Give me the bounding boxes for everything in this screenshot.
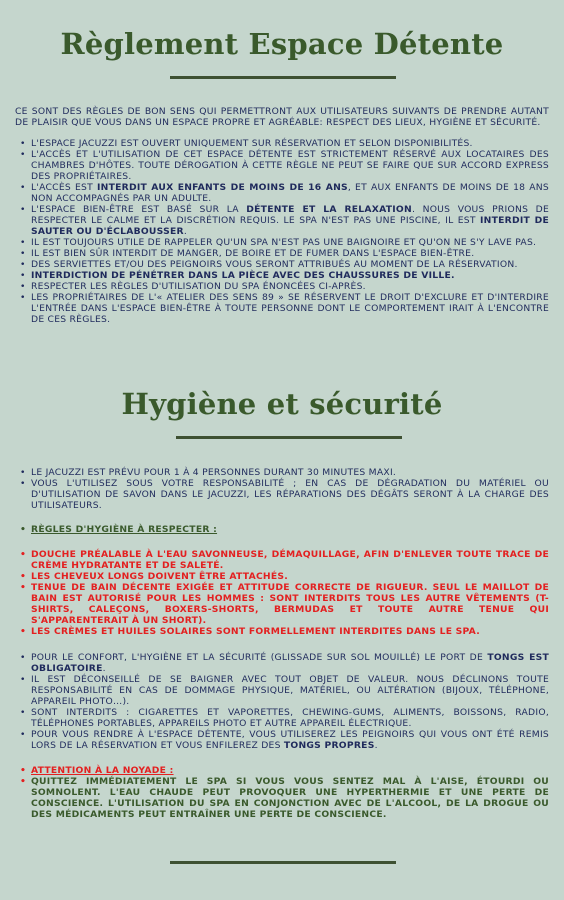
rule-item: • L'ESPACE BIEN-ÊTRE EST BASÉ SUR LA DÉTENTE ET LA RELAXATION. NOUS VOUS PRIONS DE RESPECTER LE CALME ET LA DISCRÉTION REQUIS. LE SPA N'EST PAS UNE PISCINE, IL EST INTERDIT DE SAUTER OU D'ÉCLABOUSSER. bbox=[31, 204, 549, 237]
section-underline bbox=[176, 436, 402, 439]
hygiene-red-item: • DOUCHE PRÉALABLE À L'EAU SAVONNEUSE, DÉMAQUILLAGE, AFIN D'ENLEVER TOUTE TRACE DE CRÈME HYDRATANTE ET DE SALETÉ. bbox=[31, 549, 549, 571]
title-underline bbox=[170, 76, 396, 79]
rule-item: • INTERDICTION DE PÉNÉTRER DANS LA PIÈCE AVEC DES CHAUSSURES DE VILLE. bbox=[31, 270, 549, 281]
hygiene-red-list bbox=[15, 549, 549, 637]
intro-paragraph: CE SONT DES RÈGLES DE BON SENS QUI PERMETTRONT AUX UTILISATEURS SUIVANTS DE PRENDRE AUTANT DE PLAISIR QUE VOUS DANS UN ESPACE PROPRE ET AGRÉABLE: RESPECT DES LIEUX, HYGIÈNE ET SÉCURITÉ. bbox=[15, 106, 549, 128]
safety-item: • POUR VOUS RENDRE À L'ESPACE DÉTENTE, VOUS UTILISEREZ LES PEIGNOIRS QUI VOUS ONT ÉTÉ REMIS LORS DE LA RÉSERVATION ET VOUS ENFILEREZ DES TONGS PROPRES. bbox=[31, 729, 549, 751]
rules-list bbox=[15, 138, 549, 325]
rule-item: • IL EST BIEN SÛR INTERDIT DE MANGER, DE BOIRE ET DE FUMER DANS L'ESPACE BIEN-ÊTRE. bbox=[31, 248, 549, 259]
rule-item: • LES PROPRIÉTAIRES DE L'« ATELIER DES SENS 89 » SE RÉSERVENT LE DROIT D'EXCLURE ET D'INTERDIRE L'ENTRÉE DANS L'ESPACE BIEN-ÊTRE À TOUTE PERSONNE DONT LE COMPORTEMENT IRAIT À L'ENCONTRE DE CES RÈGLES. bbox=[31, 292, 549, 325]
drowning-warning-heading: ATTENTION À LA NOYADE : bbox=[31, 765, 174, 776]
rule-item: • IL EST TOUJOURS UTILE DE RAPPELER QU'UN SPA N'EST PAS UNE BAIGNOIRE ET QU'ON NE S'Y LAVE PAS. bbox=[31, 237, 549, 248]
drowning-warning bbox=[15, 765, 549, 820]
rule-item: • RESPECTER LES RÈGLES D'UTILISATION DU SPA ÉNONCÉES CI-APRÈS. bbox=[31, 281, 549, 292]
drowning-warning-text: • QUITTEZ IMMÉDIATEMENT LE SPA SI VOUS VOUS SENTEZ MAL À L'AISE, ÉTOURDI OU SOMNOLENT. L'EAU CHAUDE PEUT PROVOQUER UNE HYPERTHERMIE ET UNE PERTE DE CONSCIENCE. L'UTILISATION DU SPA EN CONJONCTION AVEC DE L'ALCOOL, DE LA DROGUE OU DES MÉDICAMENTS PEUT ENTRAÎNER UNE PERTE DE CONSCIENCE. bbox=[31, 776, 549, 820]
safety-list bbox=[15, 652, 549, 751]
hygiene-section bbox=[15, 467, 549, 820]
hygiene-list bbox=[15, 467, 549, 511]
hygiene-rules-label: RÈGLES D'HYGIÈNE À RESPECTER : bbox=[31, 524, 218, 535]
hygiene-red-item: • LES CHEVEUX LONGS DOIVENT ÊTRE ATTACHÉS. bbox=[31, 571, 549, 582]
rule-item: • L'ACCÈS EST INTERDIT AUX ENFANTS DE MOINS DE 16 ANS, ET AUX ENFANTS DE MOINS DE 18 ANS NON ACCOMPAGNÉS PAR UN ADULTE. bbox=[31, 182, 549, 204]
safety-item: • POUR LE CONFORT, L'HYGIÈNE ET LA SÉCURITÉ (GLISSADE SUR SOL MOUILLÉ) LE PORT DE TONGS EST OBLIGATOIRE. bbox=[31, 652, 549, 674]
rule-item: • DES SERVIETTES ET/OU DES PEIGNOIRS VOUS SERONT ATTRIBUÉS AU MOMENT DE LA RÉSERVATION. bbox=[31, 259, 549, 270]
rules-section bbox=[15, 106, 549, 325]
section-title: Hygiène et sécurité bbox=[121, 387, 443, 421]
hygiene-item: • LE JACUZZI EST PRÉVU POUR 1 À 4 PERSONNES DURANT 30 MINUTES MAXI. bbox=[31, 467, 549, 478]
page-title: Règlement Espace Détente bbox=[60, 27, 504, 61]
safety-item: • SONT INTERDITS : CIGARETTES ET VAPORETTES, CHEWING-GUMS, ALIMENTS, BOISSONS, RADIO, TÉLÉPHONES PORTABLES, APPAREILS PHOTO ET AUTRE APPAREIL ÉLECTRIQUE. bbox=[31, 707, 549, 729]
hygiene-red-item: • LES CRÈMES ET HUILES SOLAIRES SONT FORMELLEMENT INTERDITES DANS LE SPA. bbox=[31, 626, 549, 637]
rule-item: • L'ESPACE JACUZZI EST OUVERT UNIQUEMENT SUR RÉSERVATION ET SELON DISPONIBILITÉS. bbox=[31, 138, 549, 149]
hygiene-red-item: • TENUE DE BAIN DÉCENTE EXIGÉE ET ATTITUDE CORRECTE DE RIGUEUR. SEUL LE MAILLOT DE BAIN EST AUTORISÉ POUR LES HOMMES : SONT INTERDITS TOUS LES AUTRE VÊTEMENTS (T-SHIRTS, CALEÇONS, BOXERS-SHORTS, BERMUDAS ET TOUTE AUTRE TENUE QUI S'APPARENTERAIT À UN SHORT). bbox=[31, 582, 549, 626]
footer-rule bbox=[170, 861, 396, 864]
rule-item: • L'ACCÈS ET L'UTILISATION DE CET ESPACE DÉTENTE EST STRICTEMENT RÉSERVÉ AUX LOCATAIRES DES CHAMBRES D'HÔTES. TOUTE DÉROGATION À CETTE RÈGLE NE PEUT SE FAIRE QUE SUR ACCORD EXPRESS DES PROPRIÉTAIRES. bbox=[31, 149, 549, 182]
safety-item: • IL EST DÉCONSEILLÉ DE SE BAIGNER AVEC TOUT OBJET DE VALEUR. NOUS DÉCLINONS TOUTE RESPONSABILITÉ EN CAS DE DOMMAGE PHYSIQUE, MATÉRIEL, OU ALTÉRATION (BIJOUX, TÉLÉPHONE, APPAREIL PHOTO…). bbox=[31, 674, 549, 707]
hygiene-rules-heading bbox=[15, 524, 549, 535]
hygiene-item: • VOUS L'UTILISEZ SOUS VOTRE RESPONSABILITÉ ; EN CAS DE DÉGRADATION DU MATÉRIEL OU D'UTILISATION DE SAVON DANS LE JACUZZI, LES RÉPARATIONS DES DÉGÂTS SERONT À LA CHARGE DES UTILISATEURS. bbox=[31, 478, 549, 511]
